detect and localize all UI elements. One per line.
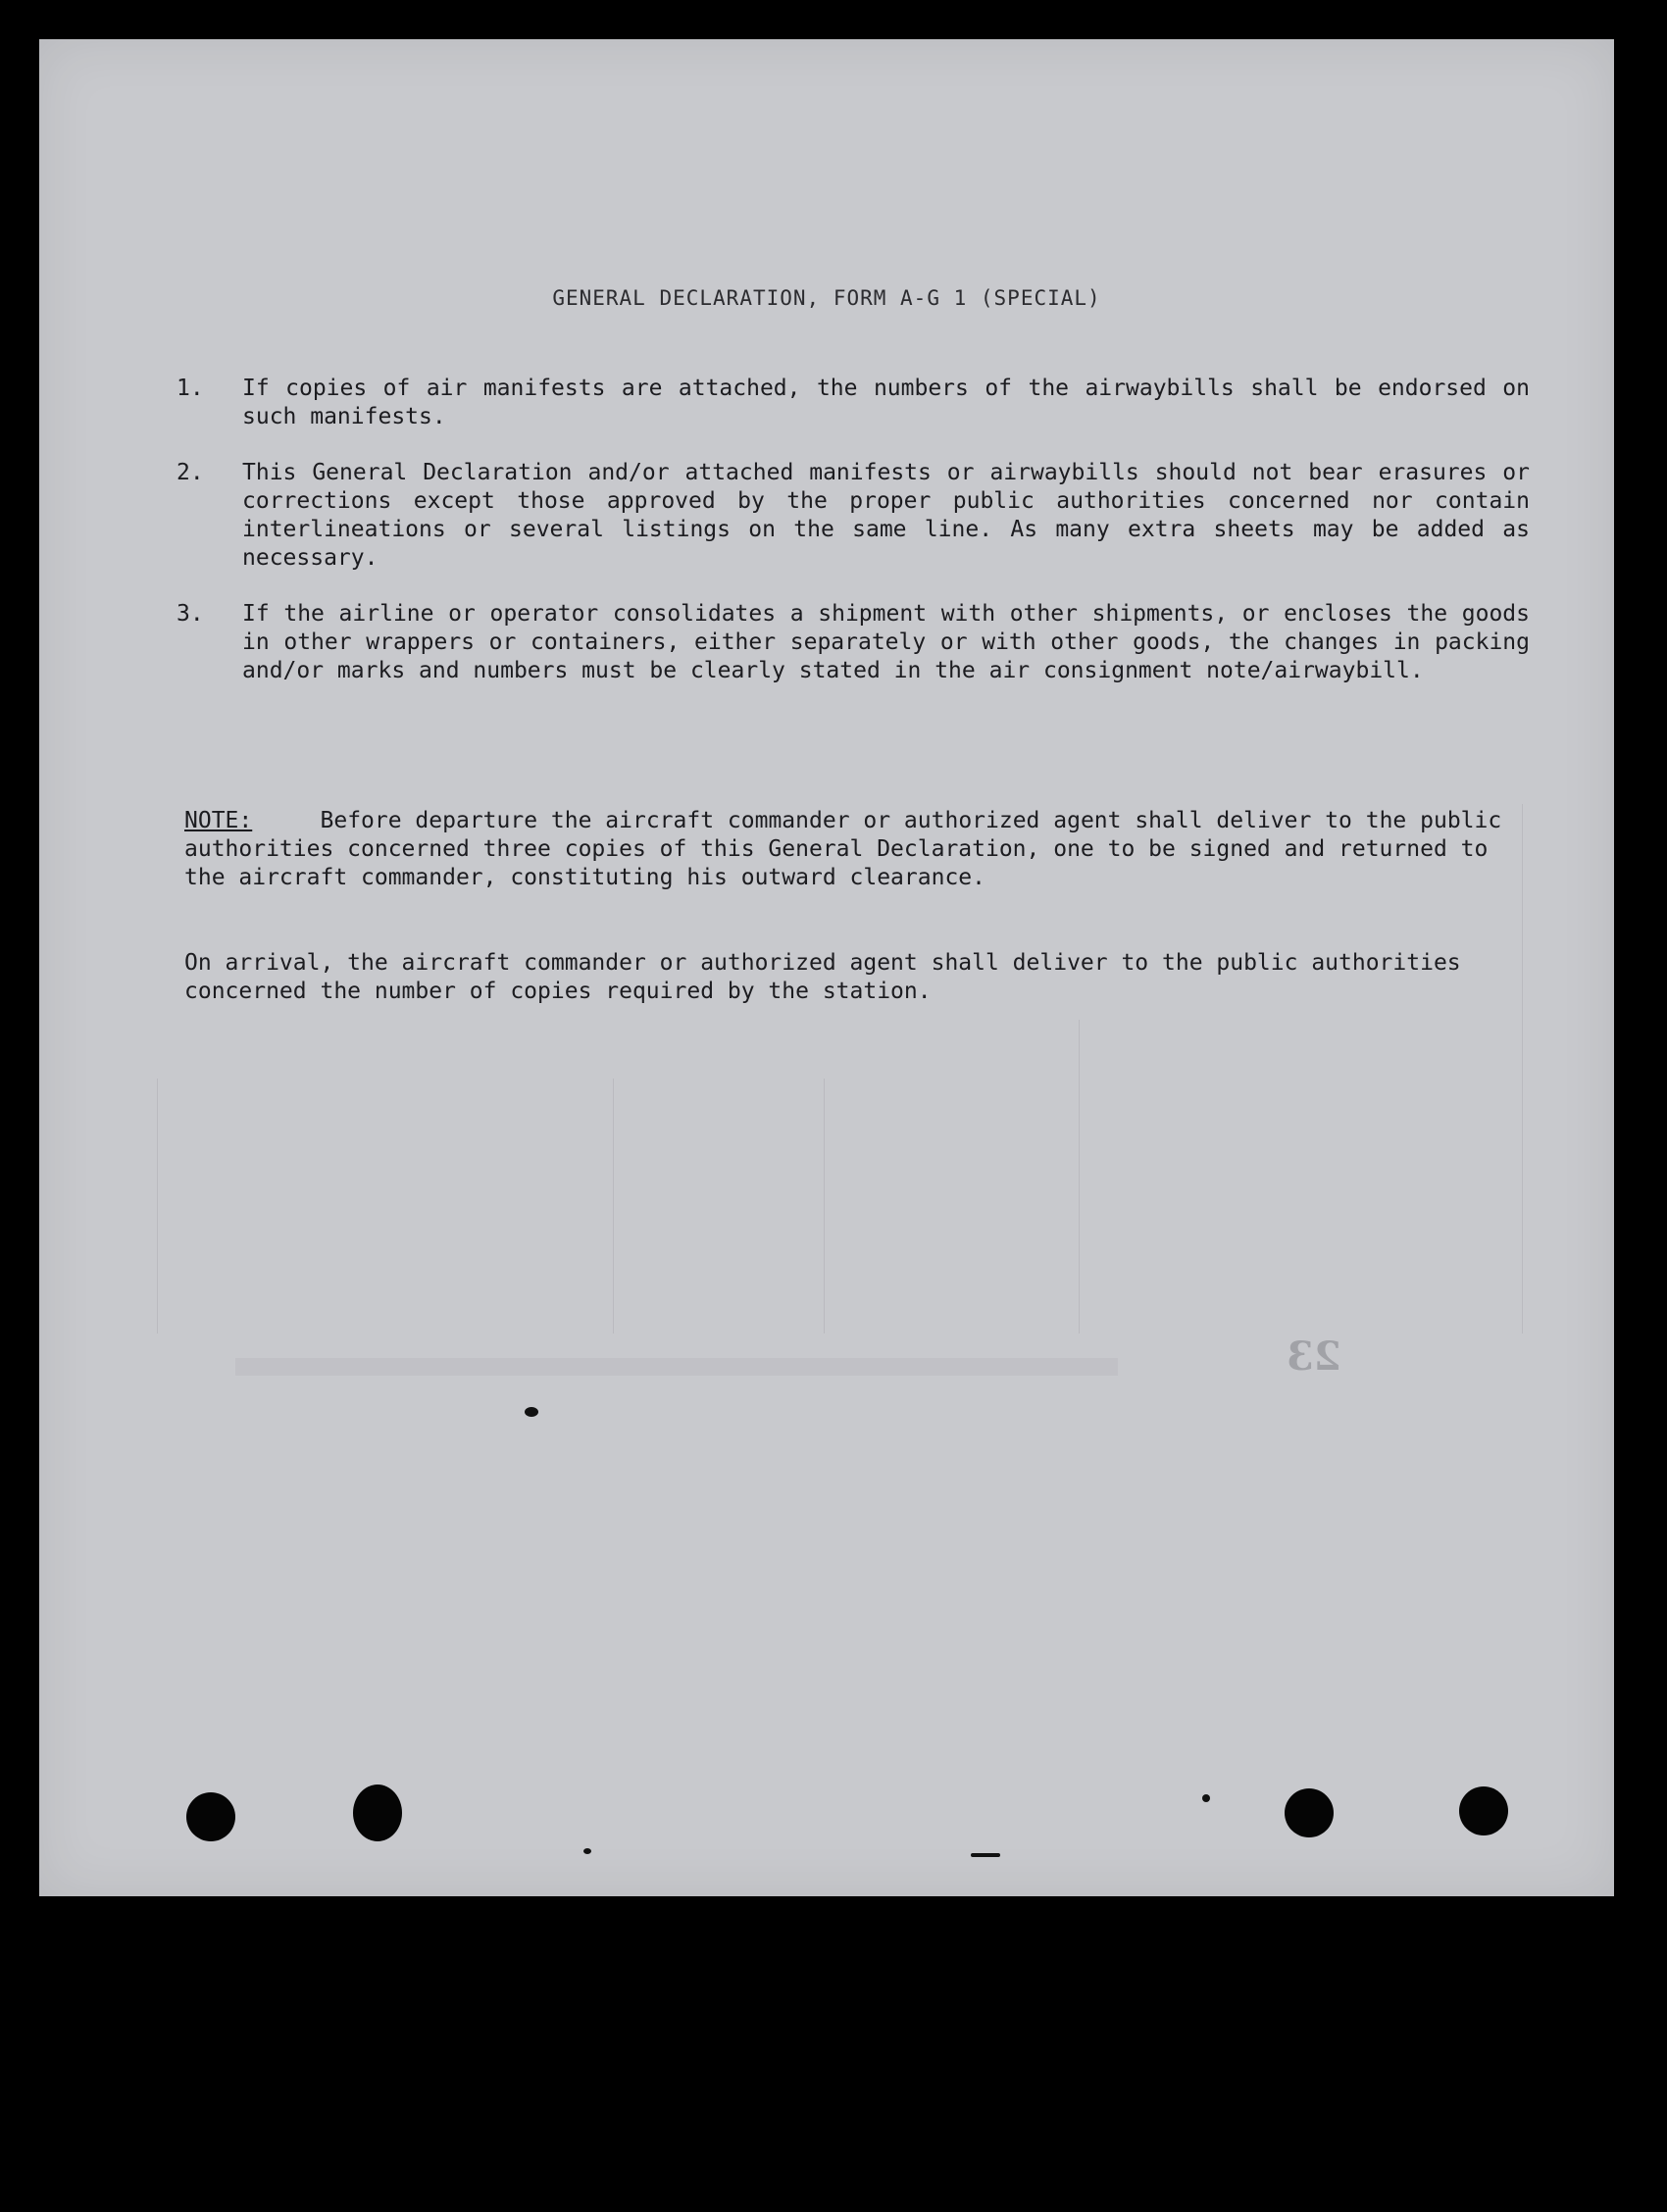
instruction-list [177, 375, 1530, 713]
punch-hole [186, 1792, 235, 1841]
bleed-through-line [824, 1079, 825, 1333]
item-number: 1. [177, 376, 204, 401]
bleed-through-smudge [235, 1358, 1118, 1376]
item-text: If copies of air manifests are attached, the numbers of the airwaybills shall be endorsed on such manifests. [242, 376, 1530, 429]
item-number: 3. [177, 601, 204, 627]
bleed-through-line [1079, 1020, 1080, 1333]
ink-speck [525, 1407, 538, 1417]
punch-hole [353, 1785, 402, 1841]
ink-speck [583, 1848, 591, 1854]
note-label: NOTE: [184, 808, 253, 833]
note-paragraph [184, 807, 1530, 892]
document-page [39, 39, 1614, 1896]
instruction-item [177, 459, 1530, 573]
bleed-through-line [157, 1079, 158, 1333]
ink-speck [971, 1853, 1000, 1857]
instruction-item [177, 375, 1530, 431]
item-text: If the airline or operator consolidates a shipment with other shipments, or encloses the goods in other wrappers or containers, either separately or with other goods, the changes in packing and/or marks and numbers must be clearly stated in the air consignment note/airwaybill. [242, 601, 1530, 683]
instruction-item [177, 600, 1530, 685]
punch-hole [1285, 1788, 1334, 1837]
bleed-through-line [613, 1079, 614, 1333]
ink-speck [1202, 1794, 1210, 1802]
item-number: 2. [177, 460, 204, 485]
note-text: Before departure the aircraft commander or authorized agent shall deliver to the public authorities concerned three copies of this General Declaration, one to be signed and returned to the aircraft commander, constituting his outward clearance. [184, 808, 1502, 890]
item-text: This General Declaration and/or attached manifests or airwaybills should not bear erasures or corrections except those approved by the proper public authorities concerned nor contain interlineations or several listings on the same line. As many extra sheets may be added as necessary. [242, 460, 1530, 571]
form-title: GENERAL DECLARATION, FORM A-G 1 (SPECIAL) [552, 286, 1101, 310]
bleed-through-number: 23 [1287, 1333, 1341, 1380]
punch-hole [1459, 1786, 1508, 1835]
arrival-paragraph: On arrival, the aircraft commander or authorized agent shall deliver to the public authorities concerned the number of copies required by the station. [184, 950, 1461, 1004]
